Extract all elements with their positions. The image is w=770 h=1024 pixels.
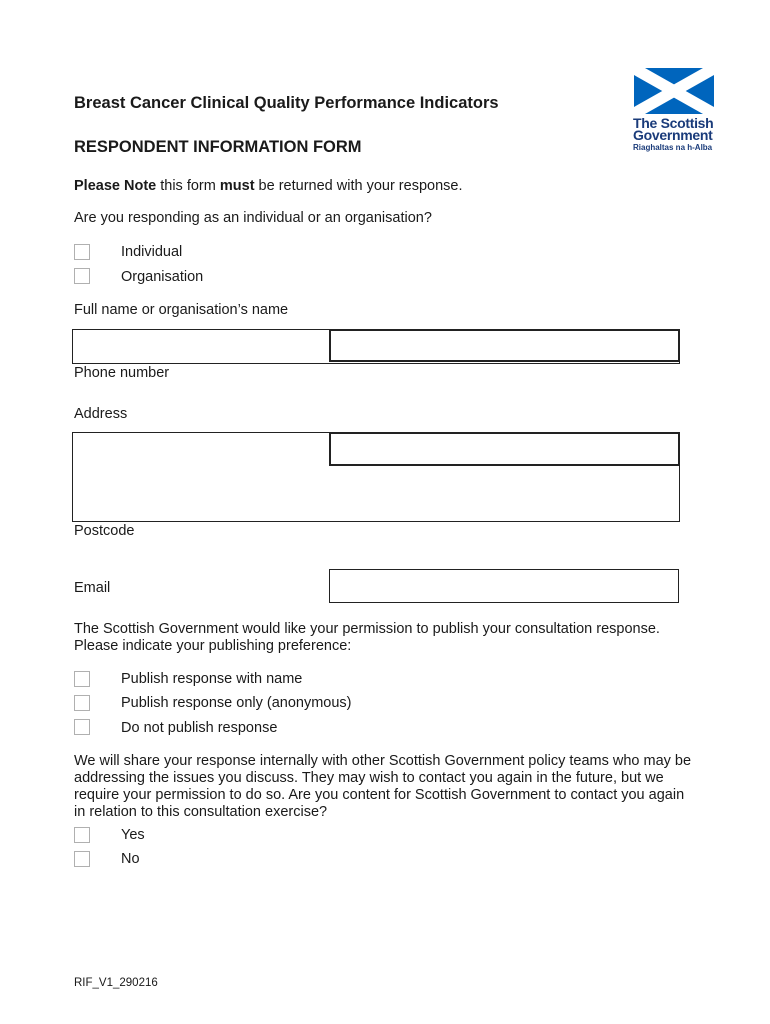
note-text-2: be returned with your response.: [254, 178, 463, 194]
phone-label: Phone number: [74, 365, 170, 381]
contact-yes-checkbox[interactable]: [74, 827, 90, 843]
contact-yes-label: Yes: [121, 827, 145, 843]
publish-anonymous-checkbox[interactable]: [74, 695, 90, 711]
logo-text-line1: The Scottish: [633, 115, 714, 131]
publish-anonymous-label: Publish response only (anonymous): [121, 695, 352, 711]
note-bold-must: must: [219, 178, 255, 194]
contact-no-label: No: [121, 851, 140, 867]
address-label: Address: [74, 406, 128, 422]
do-not-publish-checkbox[interactable]: [74, 719, 90, 735]
publish-with-name-checkbox[interactable]: [74, 671, 90, 687]
contact-no-checkbox[interactable]: [74, 851, 90, 867]
form-title: RESPONDENT INFORMATION FORM: [74, 138, 362, 156]
logo-text-line2: Government: [633, 127, 713, 143]
page-title: Breast Cancer Clinical Quality Performance Indicators: [74, 94, 499, 112]
note-bold-please: Please Note: [74, 178, 157, 194]
form-note: [74, 178, 462, 195]
individual-label: Individual: [121, 244, 183, 260]
contact-intro: We will share your response internally with other Scottish Government policy teams who may be addressing the issues you discuss. They may wish to contact you again in the future, but we require your permission to do so. Are you content for Scottish Government to contact you again in relation to this consultation exercise?: [74, 753, 692, 820]
publish-with-name-label: Publish response with name: [121, 671, 303, 687]
name-label: Full name or organisation’s name: [74, 302, 289, 318]
do-not-publish-label: Do not publish response: [121, 720, 278, 736]
phone-input[interactable]: [329, 432, 680, 466]
publish-intro: The Scottish Government would like your permission to publish your consultation response. Please indicate your publishing preference:: [74, 621, 660, 654]
respondent-type-question: Are you responding as an individual or an organisation?: [74, 210, 432, 226]
email-label: Email: [74, 580, 111, 596]
postcode-label: Postcode: [74, 523, 135, 539]
organisation-checkbox[interactable]: [74, 268, 90, 284]
note-text-1: this form: [156, 178, 220, 194]
email-input[interactable]: [329, 569, 679, 603]
form-code: RIF_V1_290216: [74, 977, 158, 989]
individual-checkbox[interactable]: [74, 244, 90, 260]
organisation-label: Organisation: [121, 269, 204, 285]
name-input-inner[interactable]: [329, 329, 680, 362]
logo-text-gaelic: Riaghaltas na h-Alba: [633, 143, 713, 152]
